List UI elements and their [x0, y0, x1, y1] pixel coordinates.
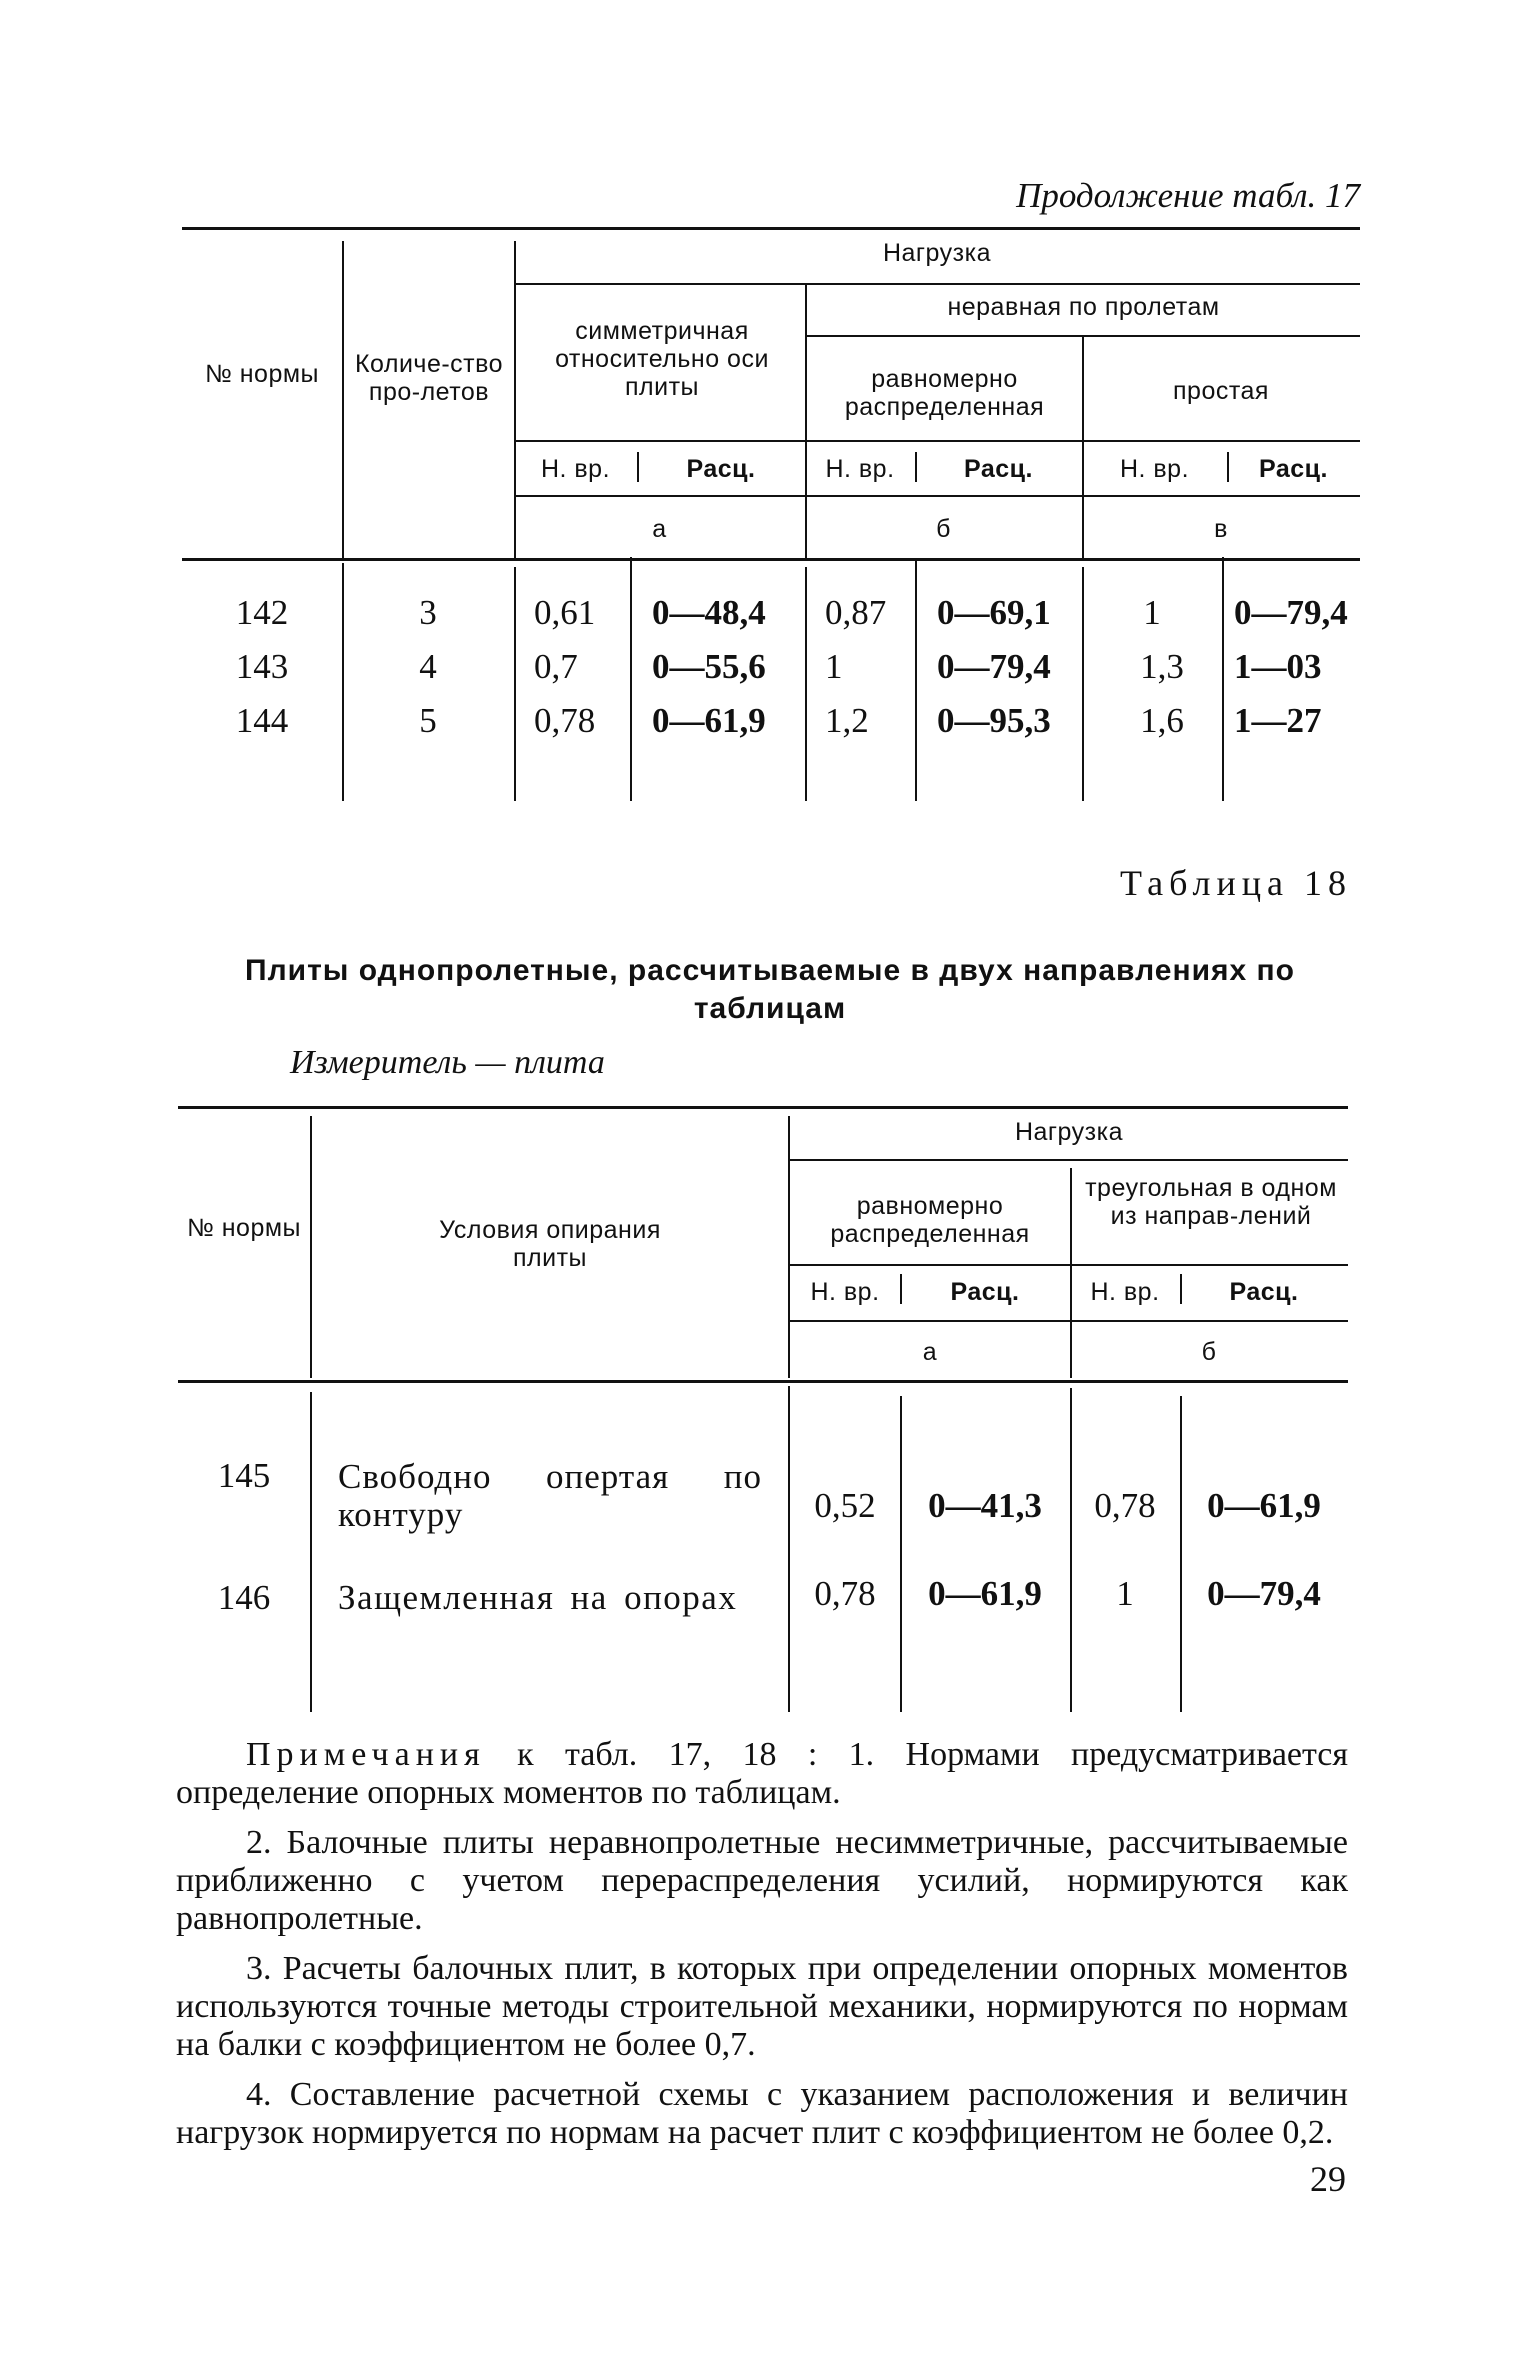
header-h-vr: Н. вр.: [1119, 455, 1190, 483]
table-rule: [790, 1264, 1348, 1266]
table-rule: [514, 440, 1360, 442]
header-uniform: равномерно распределенная: [830, 1192, 1030, 1248]
header-sub-a: а: [922, 1338, 938, 1366]
header-sub-a: а: [652, 515, 667, 543]
a-time: 0,7: [534, 647, 578, 686]
b-time: 1: [1116, 1574, 1134, 1613]
note-1-text: к табл. 17, 18 : 1. Нормами предусматривается определение опорных моментов по таблицам.: [176, 1736, 1349, 1811]
continuation-caption: Продолжение табл. 17: [1016, 176, 1360, 215]
span-count: 5: [419, 701, 437, 740]
v-time: 1: [1143, 593, 1161, 632]
table-rule: [514, 241, 516, 558]
header-uniform: равномерно распределенная: [844, 365, 1045, 421]
header-norm: № нормы: [204, 360, 320, 388]
notes-lead: Примечания: [246, 1736, 486, 1773]
norm-number: 144: [235, 701, 289, 740]
measure-unit: Измеритель — плита: [290, 1044, 605, 1081]
table-rule: [788, 1386, 790, 1712]
table-rule: [178, 1106, 1348, 1109]
support-condition: Свободно опертая по контуру: [338, 1457, 762, 1534]
a-rate: 0—61,9: [928, 1574, 1042, 1613]
span-count: 3: [419, 593, 437, 632]
v-time: 1,6: [1140, 701, 1184, 740]
a-rate: 0—41,3: [928, 1486, 1042, 1525]
table-rule: [790, 1159, 1348, 1161]
table-rule: [1070, 1388, 1072, 1712]
header-rasc: Расц.: [686, 455, 756, 483]
note-4: 4. Составление расчетной схемы с указанием расположения и величин нагрузок нормируется по нормам на расчет плит с коэффициентом не более 0,2.: [176, 2076, 1348, 2151]
table-rule: [182, 227, 1360, 230]
b-rate: 0—61,9: [1207, 1486, 1321, 1525]
support-condition: Защемленная на опорах: [338, 1578, 738, 1617]
header-triangular: треугольная в одном из направ-лений: [1085, 1174, 1337, 1230]
table-rule: [805, 567, 807, 801]
header-h-vr: Н. вр.: [825, 455, 895, 483]
header-rasc: Расц.: [950, 1278, 1020, 1306]
table-rule: [900, 1396, 902, 1712]
page-number: 29: [1310, 2159, 1346, 2199]
b-time: 1,2: [825, 701, 869, 740]
header-load: Нагрузка: [1014, 1118, 1124, 1146]
a-rate: 0—55,6: [652, 647, 766, 686]
table-rule: [514, 495, 1360, 497]
span-count: 4: [419, 647, 437, 686]
table-rule: [514, 283, 1360, 285]
a-rate: 0—61,9: [652, 701, 766, 740]
header-sub-v: в: [1214, 515, 1228, 543]
header-sub-b: б: [1201, 1338, 1217, 1366]
header-simple: простая: [1173, 377, 1269, 405]
table-rule: [310, 1392, 312, 1712]
b-time: 0,87: [825, 593, 887, 632]
v-rate: 0—79,4: [1234, 593, 1348, 632]
a-rate: 0—48,4: [652, 593, 766, 632]
v-time: 1,3: [1140, 647, 1184, 686]
a-time: 0,78: [534, 701, 596, 740]
table-rule: [790, 1320, 1348, 1322]
b-time: 1: [825, 647, 843, 686]
header-h-vr: Н. вр.: [810, 1278, 880, 1306]
header-h-vr: Н. вр.: [1090, 1278, 1160, 1306]
header-sub-b: б: [936, 515, 951, 543]
table-rule: [310, 1116, 312, 1378]
norm-number: 142: [235, 593, 289, 632]
header-load: Нагрузка: [882, 239, 992, 267]
table-rule: [630, 557, 632, 801]
note-2: 2. Балочные плиты неравнопролетные несимметричные, рассчитываемые приближенно с учетом перераспределения усилий, нормируются как равнопролетные.: [176, 1824, 1348, 1937]
header-rasc: Расц.: [1259, 455, 1328, 483]
header-rasc: Расц.: [964, 455, 1033, 483]
notes: [176, 1736, 1348, 2164]
a-time: 0,78: [814, 1574, 876, 1613]
table-rule: [182, 558, 1360, 561]
header-h-vr: Н. вр.: [540, 455, 611, 483]
a-time: 0,52: [814, 1486, 876, 1525]
note-3: 3. Расчеты балочных плит, в которых при определении опорных моментов используются точные методы строительной механики, нормируются по нормам на балки с коэффициентом не более 0,7.: [176, 1950, 1348, 2063]
norm-number: 143: [235, 647, 289, 686]
table-rule: [1222, 557, 1224, 801]
table-rule: [178, 1380, 1348, 1383]
header-uneven: неравная по пролетам: [947, 293, 1220, 321]
table-rule: [1180, 1396, 1182, 1712]
table-17: [182, 227, 1360, 802]
header-symmetric: симметричная относительно оси плиты: [555, 317, 769, 401]
b-time: 0,78: [1094, 1486, 1156, 1525]
header-span-count: Количе-ство про-летов: [354, 350, 504, 406]
note-1: [176, 1736, 1348, 1812]
table-18-title: Плиты однопролетные, рассчитываемые в двух направлениях по таблицам: [245, 954, 1295, 1025]
table-rule: [514, 567, 516, 801]
norm-number: 145: [217, 1456, 271, 1495]
b-rate: 0—79,4: [937, 647, 1051, 686]
header-support-conditions: Условия опирания плиты: [439, 1216, 661, 1272]
b-rate: 0—95,3: [937, 701, 1051, 740]
table-rule: [342, 241, 344, 558]
b-rate: 0—79,4: [1207, 1574, 1321, 1613]
v-rate: 1—27: [1234, 701, 1322, 740]
a-time: 0,61: [534, 593, 596, 632]
table-18: [178, 1106, 1348, 1712]
v-rate: 1—03: [1234, 647, 1322, 686]
table-18-label: Таблица 18: [1120, 863, 1352, 903]
norm-number: 146: [217, 1578, 271, 1617]
table-rule: [915, 559, 917, 801]
header-norm: № нормы: [186, 1214, 302, 1242]
header-rasc: Расц.: [1229, 1278, 1299, 1306]
b-rate: 0—69,1: [937, 593, 1051, 632]
